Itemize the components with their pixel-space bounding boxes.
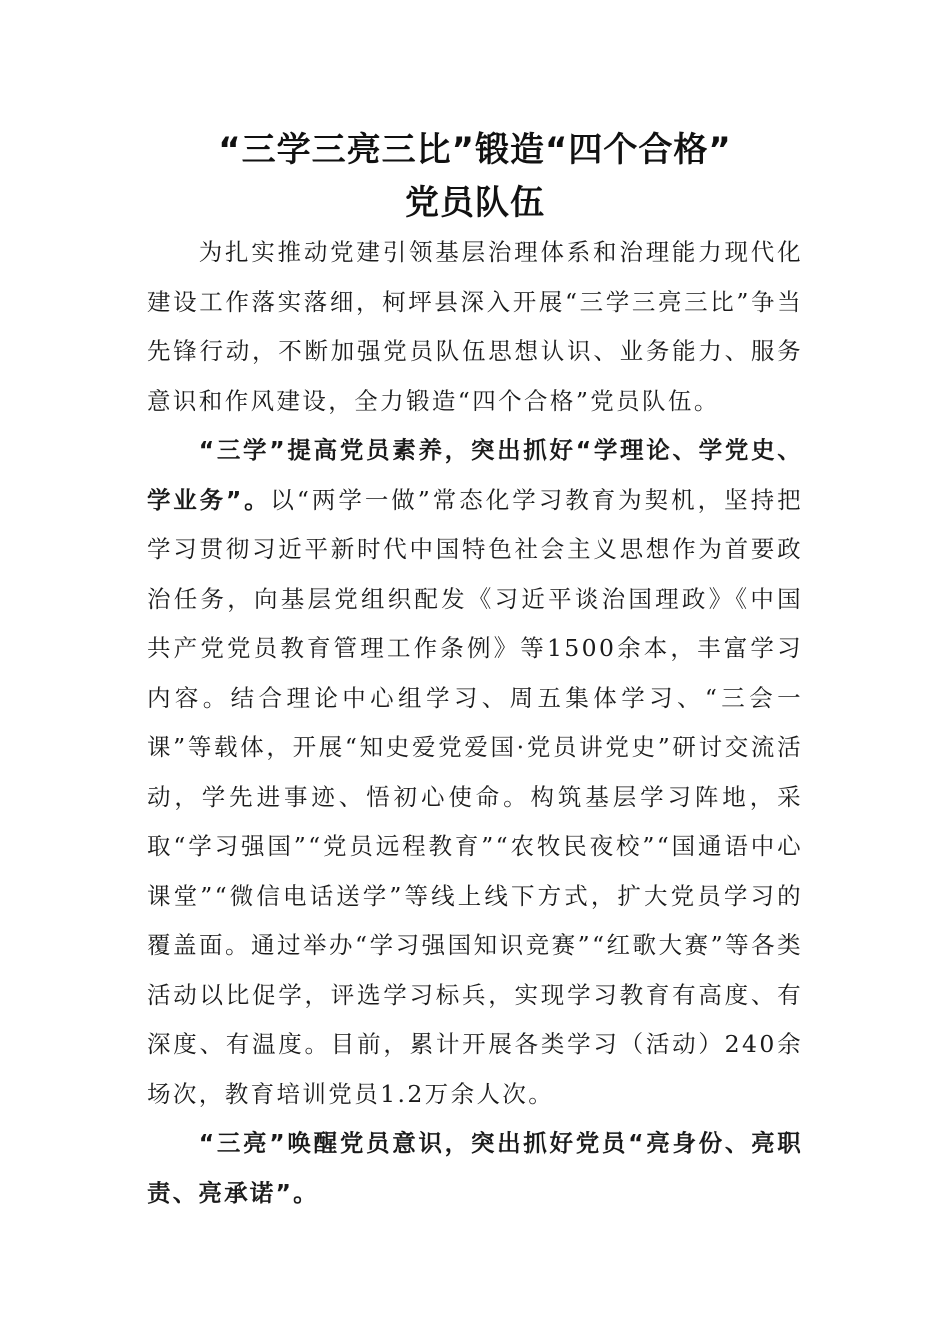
paragraph-san-xue <box>147 426 803 1119</box>
document-title-line-2: 党员队伍 <box>405 183 545 223</box>
paragraph-san-liang <box>147 1119 803 1218</box>
document-body <box>147 228 803 1218</box>
paragraph-lead: “三学”提高党员素养，突出抓好“学理论、学党史、学业务”。 <box>147 436 803 514</box>
paragraph-intro <box>147 228 803 426</box>
paragraph-lead: “三亮”唤醒党员意识，突出抓好党员“亮身份、亮职责、亮承诺”。 <box>147 1129 803 1207</box>
paragraph-text: 以“两学一做”常态化学习教育为契机，坚持把学习贯彻习近平新时代中国特色社会主义思想作为首要政治任务，向基层党组织配发《习近平谈治国理政》《中国共产党党员教育管理工作条例》等1500余本，丰富学习内容。结合理论中心组学习、周五集体学习、“三会一课”等载体，开展“知史爱党爱国·党员讲党史”研讨交流活动，学先进事迹、悟初心使命。构筑基层学习阵地，采取“学习强国”“党员远程教育”“农牧民夜校”“国通语中心课堂”“微信电话送学”等线上线下方式，扩大党员学习的覆盖面。通过举办“学习强国知识竞赛”“红歌大赛”等各类活动以比促学，评选学习标兵，实现学习教育有高度、有深度、有温度。目前，累计开展各类学习（活动）240余场次，教育培训党员1.2万余人次。 <box>147 485 803 1108</box>
paragraph-text: 为扎实推动党建引领基层治理体系和治理能力现代化建设工作落实落细，柯坪县深入开展“三学三亮三比”争当先锋行动，不断加强党员队伍思想认识、业务能力、服务意识和作风建设，全力锻造“四个合格”党员队伍。 <box>147 238 803 415</box>
document-title-line-1: “三学三亮三比”锻造“四个合格” <box>218 130 732 170</box>
